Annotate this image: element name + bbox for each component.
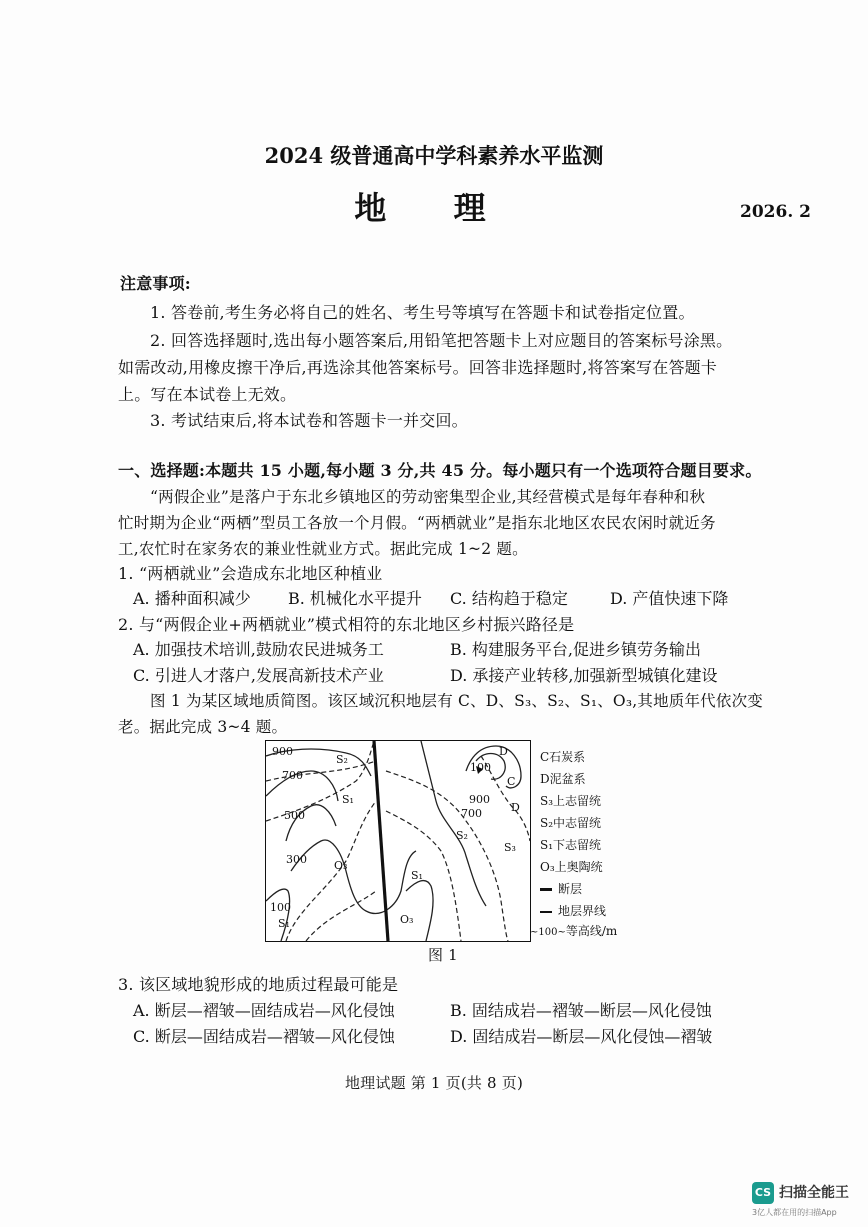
question-stem: 1. “两栖就业”会造成东北地区种植业 <box>118 564 383 583</box>
stratum-label: S₂ <box>336 753 348 766</box>
stratum-label: S₁ <box>411 869 423 882</box>
option-a: A. 断层—褶皱—固结成岩—风化侵蚀 <box>133 1001 395 1020</box>
legend-boundary <box>540 902 606 919</box>
notice-item: 2. 回答选择题时,选出每小题答案后,用铅笔把答题卡上对应题目的答案标号涂黑。 <box>150 331 733 350</box>
question-stem: 3. 该区域地貌形成的地质过程最可能是 <box>118 975 399 994</box>
notice-title: 注意事项: <box>120 274 191 293</box>
stratum-label: S₁ <box>278 917 290 930</box>
legend-fault <box>540 880 582 897</box>
legend-item: C石炭系 <box>540 750 586 764</box>
legend-item: O₃上奥陶统 <box>540 860 603 874</box>
contour-label: 300 <box>286 853 307 866</box>
option-a: A. 播种面积减少 <box>133 589 251 608</box>
stratum-label: D <box>511 801 520 814</box>
notice-item: 3. 考试结束后,将本试卷和答题卡一并交回。 <box>150 411 468 430</box>
stratum-label: S₃ <box>504 841 516 854</box>
contour-label: 900 <box>272 745 293 758</box>
contour-line <box>266 889 290 941</box>
notice-item: 如需改动,用橡皮擦干净后,再选涂其他答案标号。回答非选择题时,将答案写在答题卡 <box>118 358 718 377</box>
contour-label: 700 <box>461 807 482 820</box>
option-c: C. 断层—固结成岩—褶皱—风化侵蚀 <box>133 1027 395 1046</box>
legend-label: 等高线/m <box>565 924 618 938</box>
fault-line <box>374 741 388 941</box>
cs-logo-icon: CS <box>752 1182 774 1204</box>
passage-line: 忙时期为企业“两栖”型员工各放一个月假。“两栖就业”是指东北地区农民农闲时就近务 <box>118 514 716 532</box>
boundary-symbol-icon <box>540 911 552 913</box>
stratum-boundary <box>286 801 376 941</box>
legend-item: D泥盆系 <box>540 772 586 786</box>
watermark-tagline: 3亿人都在用的扫描App <box>752 1208 837 1217</box>
question-stem: 2. 与“两假企业+两栖就业”模式相符的东北地区乡村振兴路径是 <box>118 615 575 634</box>
contour-line <box>406 881 433 941</box>
stratum-label: O₃ <box>400 913 414 926</box>
option-a: A. 加强技术培训,鼓励农民进城务工 <box>133 640 384 659</box>
legend-item: S₂中志留统 <box>540 816 602 830</box>
exam-title: 2024 级普通高中学科素养水平监测 <box>264 143 604 168</box>
stratum-label: C <box>507 775 516 788</box>
page-footer: 地理试题 第 1 页(共 8 页) <box>344 1074 524 1092</box>
option-d: D. 固结成岩—断层—风化侵蚀—褶皱 <box>450 1027 713 1046</box>
notice-item: 1. 答卷前,考生务必将自己的姓名、考生号等填写在答题卡和试卷指定位置。 <box>150 303 695 322</box>
contour-symbol-icon: ~100~ <box>530 927 566 938</box>
passage-line: “两假企业”是落户于东北乡镇地区的劳动密集型企业,其经营模式是每年春种和秋 <box>150 488 706 506</box>
legend-contour-value: 100 <box>538 927 558 938</box>
stratum-label: O₃ <box>334 859 348 872</box>
stratum-label: S₁ <box>342 793 354 806</box>
passage-line: 工,农忙时在家务农的兼业性就业方式。据此完成 1~2 题。 <box>118 540 528 558</box>
option-d: D. 承接产业转移,加强新型城镇化建设 <box>450 666 718 685</box>
contour-line <box>291 840 416 913</box>
exam-date: 2026. 2 <box>740 202 811 222</box>
figure-caption: 图 1 <box>428 946 458 964</box>
stratum-boundary <box>386 811 461 941</box>
legend-item: S₁下志留统 <box>540 838 602 852</box>
scanner-watermark <box>752 1176 862 1220</box>
stratum-label: S₂ <box>456 829 468 842</box>
option-c: C. 引进人才落户,发展高新技术产业 <box>133 666 384 685</box>
passage-line: 老。据此完成 3~4 题。 <box>118 718 288 736</box>
contour-label: 100 <box>270 901 291 914</box>
geology-map-svg <box>266 741 530 941</box>
legend-label: 断层 <box>558 882 583 896</box>
option-b: B. 构建服务平台,促进乡镇劳务输出 <box>450 640 702 659</box>
stratum-boundary <box>306 891 376 941</box>
contour-label: 100 <box>470 761 491 774</box>
legend-label: 地层界线 <box>558 904 607 918</box>
option-b: B. 机械化水平提升 <box>288 589 422 608</box>
section-heading: 一、选择题:本题共 15 小题,每小题 3 分,共 45 分。每小题只有一个选项符合题目要求。 <box>118 461 762 480</box>
watermark-name: 扫描全能王 <box>779 1185 849 1201</box>
option-d: D. 产值快速下降 <box>610 589 729 608</box>
option-b: B. 固结成岩—褶皱—断层—风化侵蚀 <box>450 1001 712 1020</box>
fault-symbol-icon <box>540 888 552 891</box>
contour-label: 500 <box>284 809 305 822</box>
contour-label: 900 <box>469 793 490 806</box>
legend-contour <box>530 922 617 939</box>
legend-item: S₃上志留统 <box>540 794 602 808</box>
notice-item: 上。写在本试卷上无效。 <box>118 385 297 404</box>
geology-map <box>265 740 531 942</box>
stratum-label: D <box>499 745 508 758</box>
subject-title: 地 理 <box>354 189 514 227</box>
option-c: C. 结构趋于稳定 <box>450 589 568 608</box>
passage-line: 图 1 为某区域地质简图。该区域沉积地层有 C、D、S₃、S₂、S₁、O₃,其地质年代依次变 <box>150 692 763 710</box>
contour-label: 700 <box>282 769 303 782</box>
